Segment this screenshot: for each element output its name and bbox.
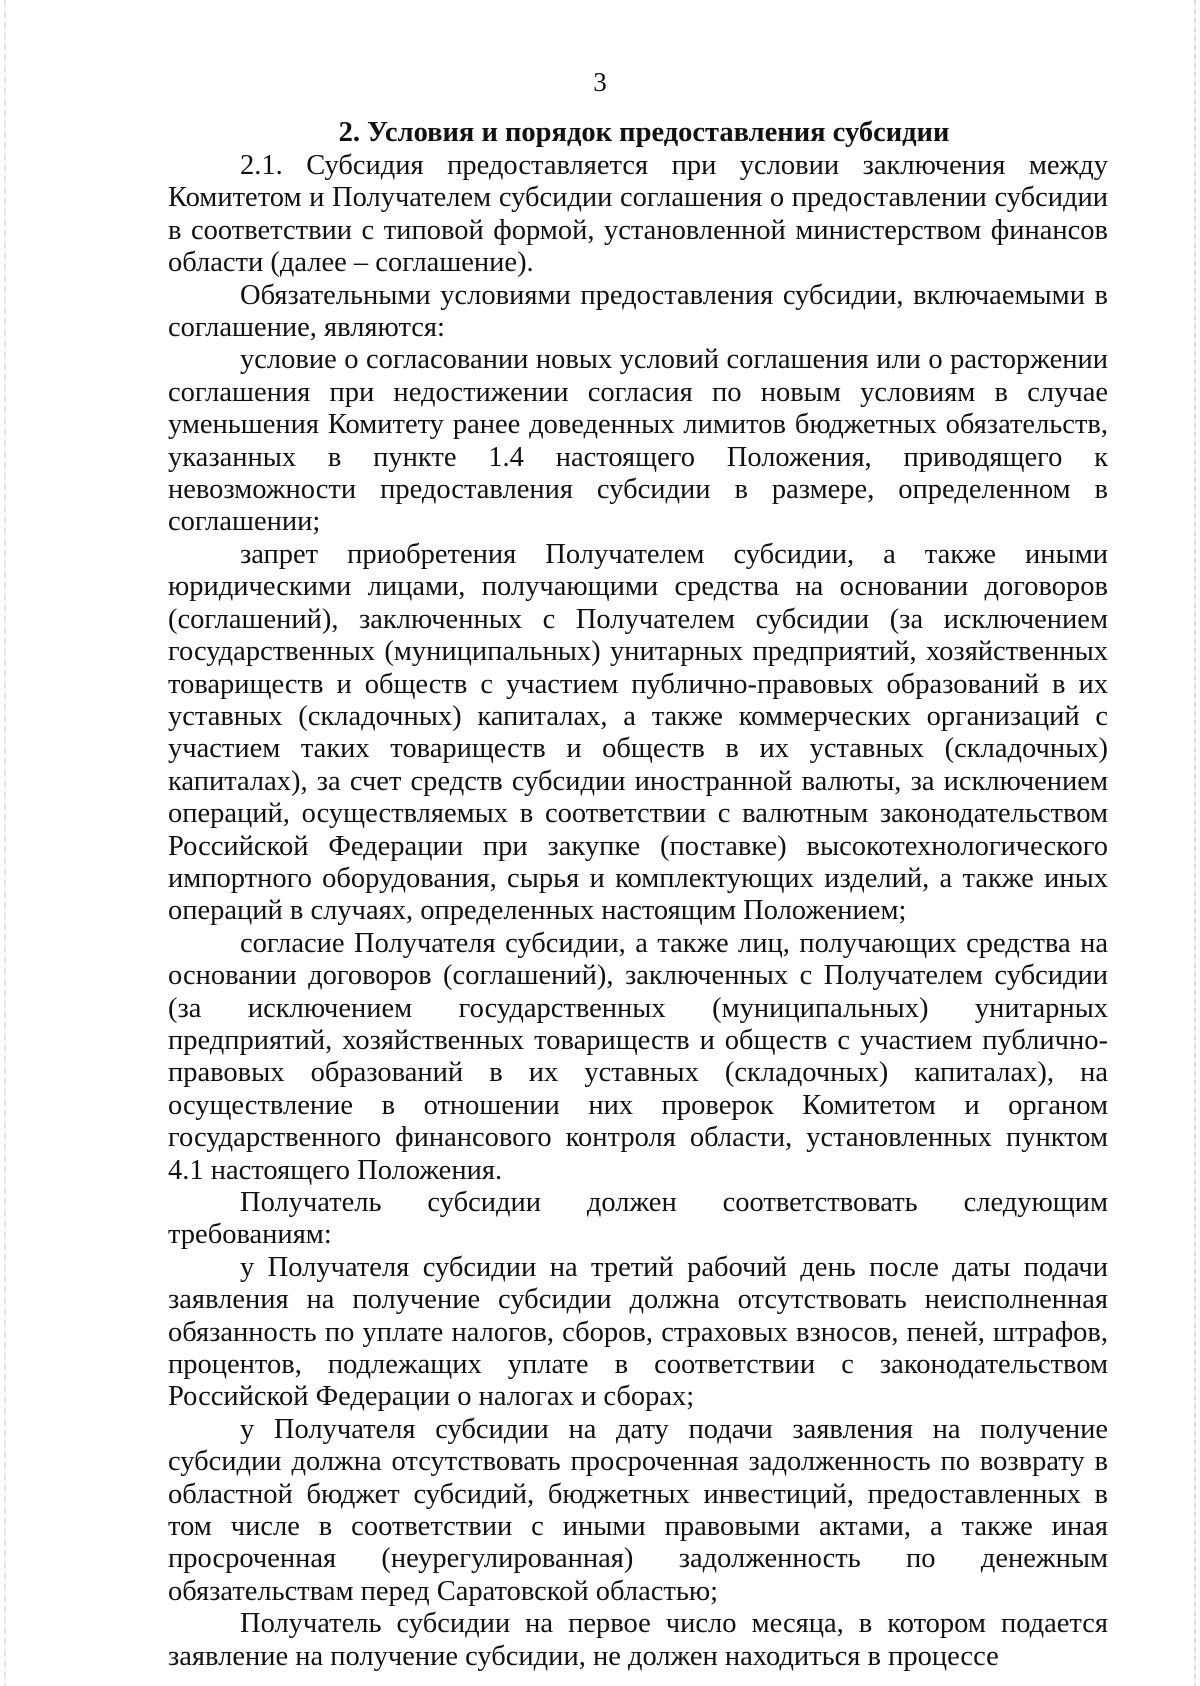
paragraph-tax-obligation: у Получателя субсидии на третий рабочий день после даты подачи заявления на получение субсидии должна отсутствовать неисполненная обязанность по уплате налогов, сборов, страховых взносов, пеней, штрафов, процентов, подлежащих уплате в соответствии с законодательством Российской Федерации о налогах и сборах; bbox=[168, 1251, 1108, 1413]
paragraph-2-1: 2.1. Субсидия предоставляется при условии заключения между Комитетом и Получателем субсидии соглашения о предоставлении субсидии в соответствии с типовой формой, установленной министерством финансов области (далее – соглашение). bbox=[168, 150, 1108, 279]
paragraph-overdue-debt: у Получателя субсидии на дату подачи заявления на получение субсидии должна отсутствовать просроченная задолженность по возврату в областной бюджет субсидий, бюджетных инвестиций, предоставленных в том числе в соответствии с иными правовыми актами, а также иная просроченная (неурегулированная) задолженность по денежным обязательствам перед Саратовской областью; bbox=[168, 1413, 1108, 1607]
scan-edge-right bbox=[1194, 0, 1196, 1686]
paragraph-condition-renegotiation: условие о согласовании новых условий соглашения или о расторжении соглашения при недостижении согласия по новым условиям в случае уменьшения Комитету ранее доведенных лимитов бюджетных обязательств, указанных в пункте 1.4 настоящего Положения, приводящего к невозможности предоставления субсидии в размере, определенном в соглашении; bbox=[168, 344, 1108, 538]
paragraph-recipient-requirements: Получатель субсидии должен соответствовать следующим требованиям: bbox=[168, 1187, 1108, 1251]
section-heading: 2. Условия и порядок предоставления субсидии bbox=[338, 117, 950, 148]
document-body bbox=[168, 115, 1108, 1673]
paragraph-currency-prohibition: запрет приобретения Получателем субсидии, а также иными юридическими лицами, получающими средства на основании договоров (соглашений), заключенных с Получателем субсидии (за исключением государственных (муниципальных) унитарных предприятий, хозяйственных товариществ и обществ с участием публично-правовых образований в их уставных (складочных) капиталах, а также коммерческих организаций с участием таких товариществ и обществ в их уставных (складочных) капиталах), за счет средств субсидии иностранной валюты, за исключением операций, осуществляемых в соответствии с валютным законодательством Российской Федерации при закупке (поставке) высокотехнологического импортного оборудования, сырья и комплектующих изделий, а также иных операций в случаях, определенных настоящим Положением; bbox=[168, 538, 1108, 927]
page-number: 3 bbox=[593, 67, 607, 97]
paragraph-not-in-process: Получатель субсидии на первое число месяца, в котором подается заявление на получение субсидии, не должен находиться в процессе bbox=[168, 1608, 1108, 1672]
paragraph-mandatory-conditions: Обязательными условиями предоставления субсидии, включаемыми в соглашение, являются: bbox=[168, 279, 1108, 344]
scan-edge-left bbox=[4, 0, 6, 1686]
paragraph-inspection-consent: согласие Получателя субсидии, а также лиц, получающих средства на основании договоров (соглашений), заключенных с Получателем субсидии (за исключением государственных (муниципальных) унитарных предприятий, хозяйственных товариществ и обществ с участием публично-правовых образований в их уставных (складочных) капиталах), на осуществление в отношении них проверок Комитетом и органом государственного финансового контроля области, установленных пунктом 4.1 настоящего Положения. bbox=[168, 927, 1108, 1186]
